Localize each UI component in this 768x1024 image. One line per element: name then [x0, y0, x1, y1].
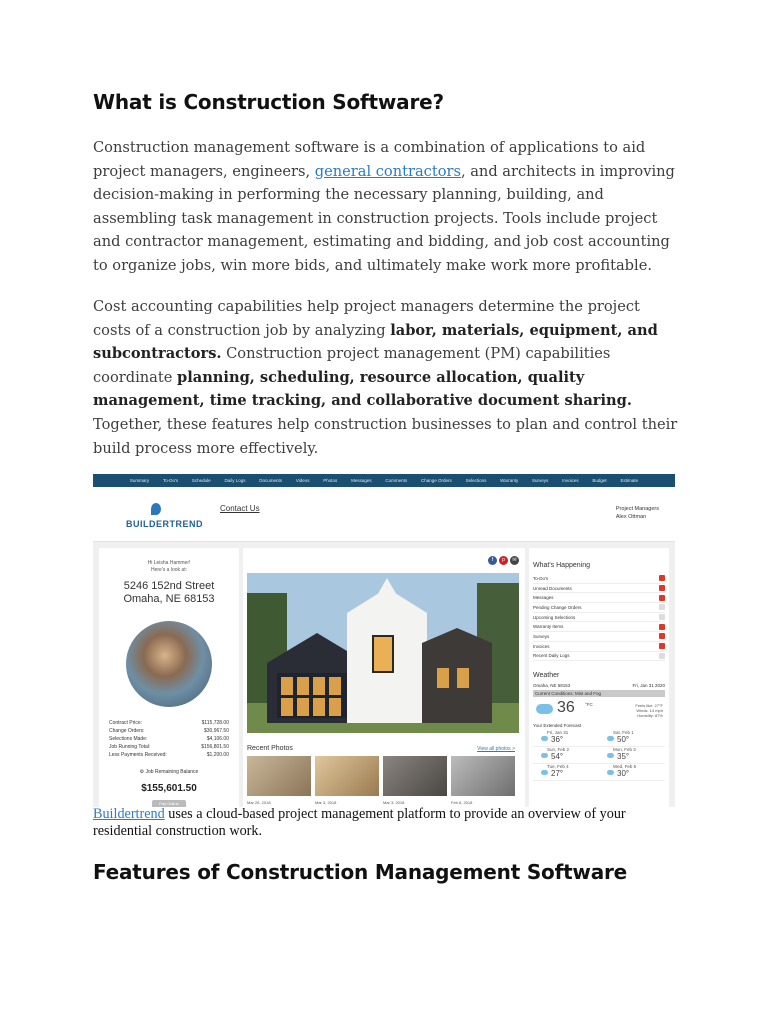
- photo-thumbnail[interactable]: [383, 756, 447, 796]
- wh-item[interactable]: [533, 584, 665, 594]
- nav-item[interactable]: Estimate: [620, 478, 638, 483]
- pm-name: Alex Ottman: [615, 514, 647, 520]
- wh-item[interactable]: [533, 574, 665, 584]
- nav-item[interactable]: Schedule: [191, 478, 211, 483]
- photos-panel: [243, 548, 525, 807]
- wh-item-label: Upcoming Selections: [533, 614, 576, 620]
- photo-thumbnail[interactable]: [247, 756, 311, 796]
- wh-item-label: Messages: [533, 595, 554, 601]
- forecast-temp: 30°: [617, 769, 630, 779]
- photo-thumbnail[interactable]: [315, 756, 379, 796]
- greeting-line: Hi Leisha Hammer!: [147, 560, 191, 566]
- current-temp: 36: [557, 699, 575, 717]
- wh-item-label: Surveys: [533, 633, 550, 639]
- forecast-temp: 50°: [617, 735, 630, 745]
- nav-item[interactable]: Comments: [385, 478, 408, 483]
- forecast-day: [599, 764, 665, 781]
- status-badge-icon: [659, 643, 665, 649]
- status-badge-icon: [659, 633, 665, 639]
- photo-date: Mar 26, 2018: [247, 800, 271, 805]
- general-contractors-link[interactable]: general contractors: [314, 162, 461, 180]
- finance-row: [109, 727, 229, 735]
- client-avatar: [126, 621, 212, 707]
- app-nav: [93, 474, 675, 487]
- forecast-day: [599, 730, 665, 747]
- house-illustration: [247, 573, 519, 733]
- paragraph-text: , and architects in improving decision-making in performing the necessary planning, building, and assembling task management in construction projects. Tools include project and contractor management, estimating and bidding, and job cost accounting to organize jobs, win more bids, and ultimately make work more profitable.: [93, 162, 675, 274]
- app-header: [93, 487, 675, 542]
- forecast-date: Wed, Feb 5: [613, 764, 637, 770]
- wh-item[interactable]: [533, 613, 665, 623]
- nav-item[interactable]: Surveys: [532, 478, 549, 483]
- paragraph-text: Construction project management (PM) capabilities coordinate: [93, 345, 611, 386]
- nav-item[interactable]: Budget: [592, 478, 607, 483]
- buildertrend-link[interactable]: Buildertrend: [93, 806, 165, 822]
- forecast-grid: [533, 730, 665, 781]
- finance-value: $1,200.00: [206, 752, 229, 758]
- paragraph-text: Cost accounting capabilities help project managers determine the project costs of a construction job by analyzing: [93, 298, 640, 339]
- nav-item[interactable]: Documents: [259, 478, 283, 483]
- forecast-day: [533, 747, 599, 764]
- nav-item[interactable]: Photos: [323, 478, 338, 483]
- finance-label: Less Payments Received:: [109, 752, 167, 758]
- current-weather: [533, 699, 665, 721]
- forecast-temp: 27°: [551, 769, 564, 779]
- finance-summary: [109, 719, 229, 759]
- status-badge-icon: [659, 614, 665, 620]
- house-photo: [247, 573, 519, 733]
- remaining-label-text: Job Remaining Balance: [145, 769, 199, 775]
- bold-text: planning, scheduling, resource allocation, quality management, time tracking, and collaborative document sharing.: [93, 368, 632, 410]
- forecast-date: Mon, Feb 3: [613, 747, 636, 753]
- contact-link[interactable]: Contact Us: [220, 504, 260, 513]
- finance-value: $30,967.50: [203, 728, 229, 734]
- weather-location: [533, 683, 665, 688]
- finance-row: [109, 743, 229, 751]
- pay-online-button[interactable]: Pay Online: [152, 800, 186, 807]
- weather-icon: [541, 770, 548, 775]
- view-all-photos-link[interactable]: View all photos >: [477, 746, 515, 752]
- sidebar-panel: [529, 548, 669, 807]
- caption-text: uses a cloud-based project management platform to provide an overview of your residential construction work.: [93, 806, 626, 839]
- address-line: 5246 152nd Street: [123, 580, 215, 592]
- weather-title: Weather: [533, 672, 560, 680]
- wh-item-label: Warranty Items: [533, 624, 564, 630]
- forecast-day: [599, 747, 665, 764]
- nav-item[interactable]: Messages: [351, 478, 372, 483]
- weather-date: Fri, Jan 31 2020: [632, 683, 665, 689]
- remaining-value: $155,601.50: [141, 783, 197, 794]
- paragraph-text: Together, these features help construction businesses to plan and control their build process more effectively.: [93, 415, 678, 457]
- photo-date: Mar 3, 2018: [315, 800, 337, 805]
- wh-item-label: Pending Change Orders: [533, 604, 582, 610]
- finance-row: [109, 751, 229, 759]
- photo-thumbnails: [247, 756, 515, 796]
- wh-item[interactable]: [533, 622, 665, 632]
- feels-like: Feels like: 27°F: [635, 703, 663, 709]
- cloud-icon: [536, 704, 553, 714]
- greeting-line: Here's a look at:: [151, 567, 187, 573]
- wh-item-label: Recent Daily Logs: [533, 653, 570, 659]
- forecast-date: Fri, Jan 31: [547, 730, 569, 736]
- finance-value: $4,106.00: [206, 736, 229, 742]
- image-caption: [93, 806, 683, 840]
- greeting: [99, 560, 239, 574]
- finance-value: $156,801.50: [201, 744, 229, 750]
- app-body: [93, 542, 675, 807]
- wh-item[interactable]: [533, 632, 665, 642]
- finance-label: Change Orders:: [109, 728, 145, 734]
- forecast-day: [533, 730, 599, 747]
- forecast-date: Sun, Feb 2: [547, 747, 570, 753]
- finance-label: Selections Made:: [109, 736, 148, 742]
- photo-dates: [247, 800, 515, 805]
- weather-icon: [607, 753, 614, 758]
- status-badge-icon: [659, 624, 665, 630]
- humidity: Humidity: 87%: [637, 713, 663, 719]
- wh-item-label: Unread Documents: [533, 585, 572, 591]
- extended-forecast-title: Your Extended Forecast: [533, 723, 582, 729]
- nav-item[interactable]: Daily Logs: [224, 478, 246, 483]
- buildertrend-logo-icon: [151, 503, 161, 515]
- weather-icon: [607, 736, 614, 741]
- wh-item-label: Invoices: [533, 643, 550, 649]
- nav-item[interactable]: To-Do's: [162, 478, 179, 483]
- nav-item[interactable]: Videos: [295, 478, 310, 483]
- nav-item[interactable]: Change Orders: [420, 478, 452, 483]
- finance-row: [109, 735, 229, 743]
- status-badge-icon: [659, 604, 665, 610]
- remaining-label: ⚙ Job Remaining Balance: [139, 769, 199, 775]
- winds: Winds: 14 mph: [636, 708, 663, 714]
- finance-label: Contract Price:: [109, 720, 143, 726]
- wh-item-label: To-Do's: [533, 575, 549, 581]
- buildertrend-screenshot: [93, 474, 675, 807]
- forecast-day: [533, 764, 599, 781]
- address-line: Omaha, NE 68153: [123, 592, 215, 605]
- photo-thumbnail[interactable]: [451, 756, 515, 796]
- status-badge-icon: [659, 653, 665, 659]
- finance-value: $115,728.00: [201, 720, 229, 726]
- forecast-date: Tue, Feb 4: [547, 764, 569, 770]
- finance-label: Job Running Total:: [109, 744, 151, 750]
- status-badge-icon: [659, 575, 665, 581]
- nav-item[interactable]: Invoices: [562, 478, 579, 483]
- weather-icon: [607, 770, 614, 775]
- weather-icon: [541, 736, 548, 741]
- paragraph-text: Construction management software is a combination of applications to aid project managers, engineers,: [93, 139, 646, 180]
- wh-item[interactable]: [533, 652, 665, 662]
- recent-photos-title: Recent Photos: [247, 745, 293, 752]
- status-badge-icon: [659, 595, 665, 601]
- nav-item[interactable]: Summary: [129, 478, 150, 483]
- pinterest-icon[interactable]: p: [499, 556, 508, 565]
- finance-row: [109, 719, 229, 727]
- forecast-temp: 35°: [617, 752, 630, 762]
- status-badge-icon: [659, 585, 665, 591]
- forecast-date: Sat, Feb 1: [613, 730, 634, 736]
- temp-unit: °FC: [585, 702, 593, 708]
- bold-text: labor, materials, equipment, and subcontractors.: [93, 321, 658, 363]
- logo-text: BUILDERTREND: [126, 519, 203, 529]
- job-address: [99, 580, 239, 605]
- job-summary-panel: [99, 548, 239, 807]
- weather-loc-text: Omaha, NE 68153: [533, 683, 571, 689]
- paragraph-intro: [93, 136, 678, 278]
- weather-details: [635, 703, 663, 718]
- forecast-temp: 36°: [551, 735, 564, 745]
- wh-item[interactable]: [533, 642, 665, 652]
- nav-item[interactable]: Warranty: [500, 478, 519, 483]
- photo-date: Mar 3, 2018: [383, 800, 405, 805]
- facebook-icon[interactable]: f: [488, 556, 497, 565]
- social-icons: [488, 556, 519, 565]
- nav-item[interactable]: Selections: [465, 478, 487, 483]
- whats-happening-title: What's Happening: [533, 562, 590, 569]
- project-manager: [616, 505, 659, 521]
- weather-icon: [541, 753, 548, 758]
- wh-item[interactable]: [533, 593, 665, 603]
- photo-date: Feb 6, 2018: [451, 800, 473, 805]
- paragraph-costs: [93, 295, 678, 460]
- pm-label: Project Managers: [615, 506, 659, 512]
- email-icon[interactable]: ✉: [510, 556, 519, 565]
- current-conditions: Current Conditions: Mist and Fog: [533, 690, 665, 697]
- section-heading: Features of Construction Management Software: [93, 860, 628, 884]
- forecast-temp: 54°: [551, 752, 564, 762]
- whats-happening-list: [533, 574, 665, 661]
- article-heading: What is Construction Software?: [93, 90, 444, 114]
- wh-item[interactable]: [533, 603, 665, 613]
